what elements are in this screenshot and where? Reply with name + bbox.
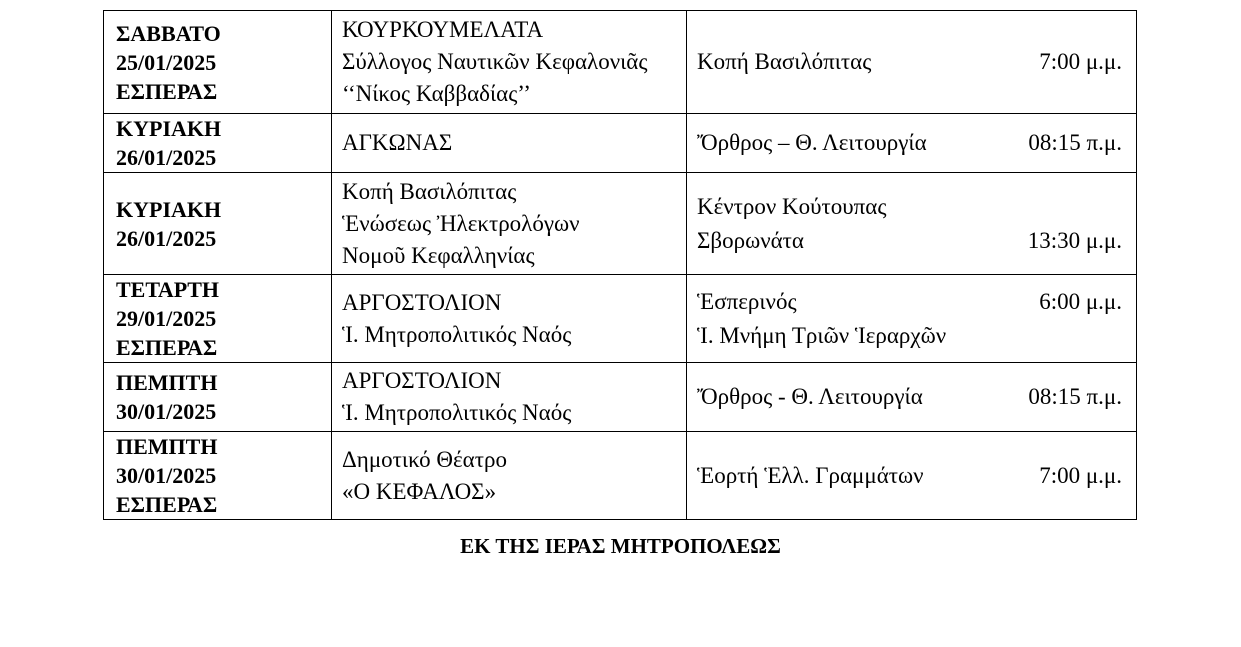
place-line: ΑΡΓΟΣΤΟΛΙΟΝ <box>342 289 502 315</box>
day-name: ΚΥΡΙΑΚΗ <box>116 116 222 141</box>
day-cell <box>104 432 332 520</box>
event-time: 13:30 μ.μ. <box>1027 227 1122 253</box>
event-text: Ἑσπερινός <box>697 288 797 314</box>
table-row <box>104 363 1137 432</box>
event-text: Κοπή Βασιλόπιτας <box>697 49 872 74</box>
table-row <box>104 114 1137 173</box>
day-cell <box>104 275 332 363</box>
day-period: ΕΣΠΕΡΑΣ <box>116 78 218 104</box>
place-line: «Ο ΚΕΦΑΛΟΣ» <box>342 478 497 504</box>
day-cell <box>104 173 332 275</box>
day-date: 26/01/2025 <box>116 145 217 170</box>
day-date: 30/01/2025 <box>116 399 217 424</box>
event-text: Κέντρον Κούτουπας <box>697 193 887 219</box>
event-cell <box>687 114 1137 173</box>
event-line <box>697 459 1122 493</box>
event-line <box>697 285 1122 319</box>
place-cell <box>332 275 687 363</box>
place-cell <box>332 114 687 173</box>
place-line: Σύλλογος Ναυτικῶν Κεφαλονιᾶς <box>342 49 648 74</box>
table-row <box>104 173 1137 275</box>
event-cell <box>687 363 1137 432</box>
place-line: ΚΟΥΡΚΟΥΜΕΛΑΤΑ <box>342 17 544 42</box>
table-row <box>104 432 1137 520</box>
day-date: 30/01/2025 <box>116 463 217 488</box>
day-name: ΠΕΜΠΤΗ <box>116 434 218 459</box>
schedule-table <box>103 10 1137 520</box>
footer-title: ΕΚ ΤΗΣ ΙΕΡΑΣ ΜΗΤΡΟΠΟΛΕΩΣ <box>460 534 781 558</box>
event-line <box>697 224 1122 258</box>
day-name: ΣΑΒΒΑΤΟ <box>116 20 221 46</box>
event-time: 6:00 μ.μ. <box>1039 288 1122 314</box>
day-name: ΤΕΤΑΡΤΗ <box>116 277 219 302</box>
place-line: Δημοτικό Θέατρο <box>342 446 507 472</box>
place-line: Ἑνώσεως Ἠλεκτρολόγων <box>342 210 580 236</box>
day-date: 26/01/2025 <box>116 225 217 251</box>
place-line: ‘‘Νίκος Καββαδίας’’ <box>342 81 531 106</box>
event-cell <box>687 11 1137 114</box>
place-line: Κοπή Βασιλόπιτας <box>342 178 517 204</box>
day-period: ΕΣΠΕΡΑΣ <box>116 492 218 517</box>
event-text: Ὄρθρος – Θ. Λειτουργία <box>697 130 927 155</box>
table-row <box>104 275 1137 363</box>
event-time: 08:15 π.μ. <box>1028 384 1122 409</box>
day-date: 25/01/2025 <box>116 49 217 75</box>
event-cell <box>687 275 1137 363</box>
event-text: Ἑορτή Ἑλλ. Γραμμάτων <box>697 462 924 488</box>
event-line <box>697 126 1122 160</box>
place-line: Νομοῦ Κεφαλληνίας <box>342 242 535 268</box>
place-cell <box>332 173 687 275</box>
event-line <box>697 190 1122 224</box>
place-cell <box>332 363 687 432</box>
table-row <box>104 11 1137 114</box>
event-time: 7:00 μ.μ. <box>1039 49 1122 74</box>
event-cell <box>687 432 1137 520</box>
place-line: ΑΓΚΩΝΑΣ <box>342 130 453 155</box>
place-line: ΑΡΓΟΣΤΟΛΙΟΝ <box>342 368 502 393</box>
event-text: Ἱ. Μνήμη Τριῶν Ἱεραρχῶν <box>697 322 947 348</box>
event-time: 7:00 μ.μ. <box>1039 462 1122 488</box>
event-time: 08:15 π.μ. <box>1028 130 1122 155</box>
event-line <box>697 319 1122 353</box>
place-line: Ἱ. Μητροπολιτικός Ναός <box>342 400 572 425</box>
day-cell <box>104 363 332 432</box>
event-line <box>697 45 1122 79</box>
event-text: Ὄρθρος - Θ. Λειτουργία <box>697 384 923 409</box>
place-cell <box>332 432 687 520</box>
place-cell <box>332 11 687 114</box>
day-date: 29/01/2025 <box>116 306 217 331</box>
day-cell <box>104 11 332 114</box>
event-line <box>697 380 1122 414</box>
event-text: Σβορωνάτα <box>697 227 804 253</box>
event-cell <box>687 173 1137 275</box>
day-period: ΕΣΠΕΡΑΣ <box>116 335 218 360</box>
day-cell <box>104 114 332 173</box>
place-line: Ἱ. Μητροπολιτικός Ναός <box>342 321 572 347</box>
day-name: ΚΥΡΙΑΚΗ <box>116 196 222 222</box>
day-name: ΠΕΜΠΤΗ <box>116 370 218 395</box>
